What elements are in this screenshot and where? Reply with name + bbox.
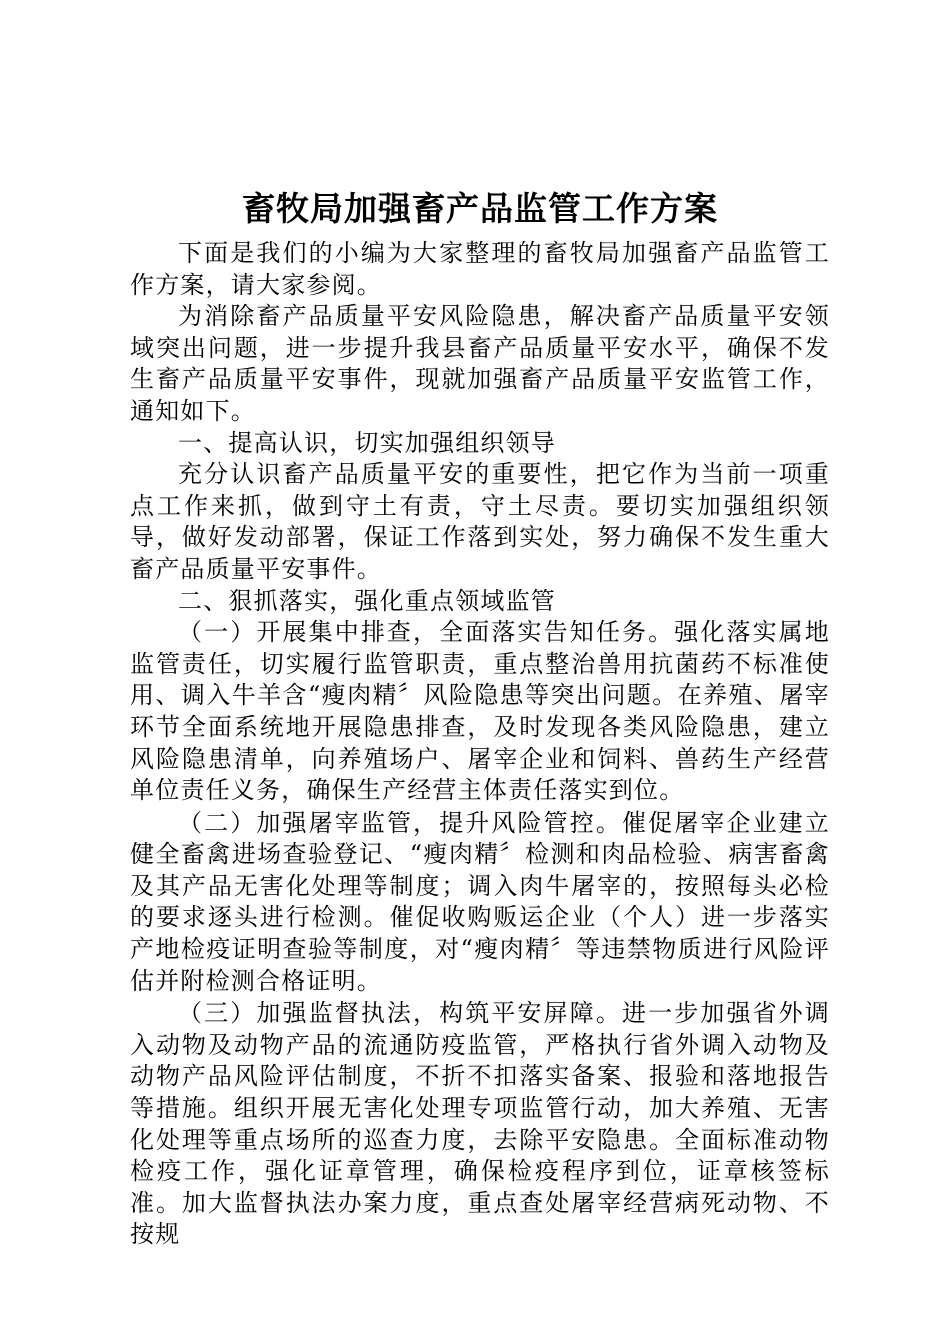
section-heading-1: 一、提高认识，切实加强组织领导 [178,428,556,457]
paragraph-item-1: （一）开展集中排查，全面落实告知任务。强化落实属地监管责任，切实履行监管职责，重点整治兽用抗菌药不标准使用、调入牛羊含“瘦肉精〞风险隐患等突出问题。在养殖、屠宰环节全面系统地开展隐患排查，及时发现各类风险隐患，建立风险隐患清单，向养殖场户、屠宰企业和饲料、兽药生产经营单位责任义务，确保生产经营主体责任落实到位。 [130,618,830,805]
paragraph-intro: 下面是我们的小编为大家整理的畜牧局加强畜产品监管工作方案，请大家参阅。 [130,239,830,299]
paragraph-purpose: 为消除畜产品质量平安风险隐患，解决畜产品质量平安领域突出问题，进一步提升我县畜产品质量平安水平，确保不发生畜产品质量平安事件，现就加强畜产品质量平安监管工作，通知如下。 [130,302,830,425]
paragraph-item-3: （三）加强监督执法，构筑平安屏障。进一步加强省外调入动物及动物产品的流通防疫监管，严格执行省外调入动物及动物产品风险评估制度，不折不扣落实备案、报验和落地报告等措施。组织开展无害化处理专项监管行动，加大养殖、无害化处理等重点场所的巡查力度，去除平安隐患。全面标准动物检疫工作，强化证章管理，确保检疫程序到位，证章核签标准。加大监督执法办案力度，重点查处屠宰经营病死动物、不按规 [130,999,830,1249]
document-body [130,238,830,1251]
paragraph-section-1: 充分认识畜产品质量平安的重要性，把它作为当前一项重点工作来抓，做到守土有责，守土尽责。要切实加强组织领导，做好发动部署，保证工作落到实处，努力确保不发生重大畜产品质量平安事件。 [130,460,830,583]
document-title: 畜牧局加强畜产品监管工作方案 [242,189,718,228]
section-heading-2: 二、狠抓落实，强化重点领域监管 [178,586,556,615]
paragraph-item-2: （二）加强屠宰监管，提升风险管控。催促屠宰企业建立健全畜禽进场查验登记、“瘦肉精〞检测和肉品检验、病害畜禽及其产品无害化处理等制度；调入肉牛屠宰的，按照每头必检的要求逐头进行检测。催促收购贩运企业（个人）进一步落实产地检疫证明查验等制度，对“瘦肉精〞等违禁物质进行风险评估并附检测合格证明。 [130,808,830,995]
